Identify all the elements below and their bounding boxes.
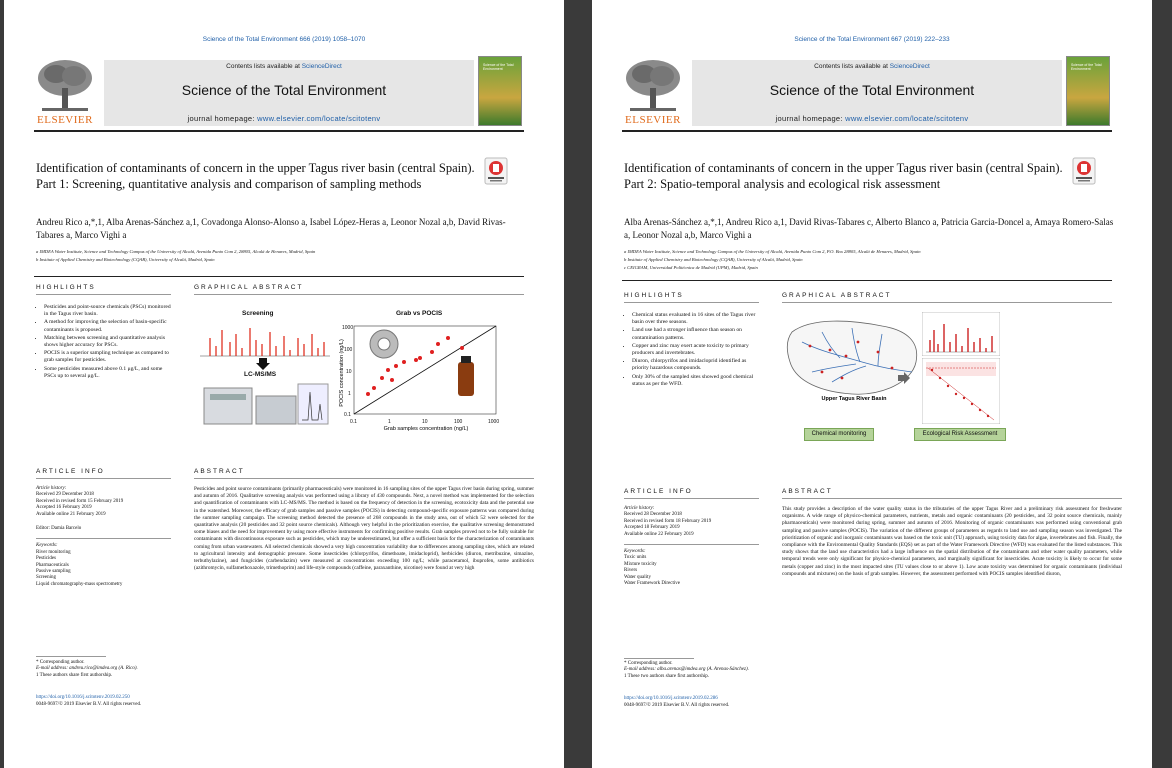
ga-y-axis-label: POCIS concentration (ng/L) — [339, 339, 345, 407]
homepage-link[interactable]: www.elsevier.com/locate/scitotenv — [845, 114, 969, 123]
footnote-shared: 1 These two authors share first authorship. — [624, 673, 710, 679]
publisher-wordmark: ELSEVIER — [625, 114, 681, 126]
affiliation-b: b Institute of Applied Chemistry and Biotechnology (CQAB), University of Alcalá, Madrid, Spain — [624, 257, 803, 262]
highlights-list — [624, 312, 759, 389]
ga-lcms-label: LC-MS/MS — [244, 371, 277, 378]
cover-title: Science of the Total Environment — [483, 63, 514, 71]
ga-xtick: 0.1 — [350, 419, 357, 425]
ga-xtick: 10 — [422, 419, 428, 425]
arrow-down-icon — [256, 358, 270, 370]
footnotes — [624, 661, 924, 709]
ga-point — [372, 386, 376, 390]
ga-point — [366, 392, 370, 396]
footnote-rule — [624, 658, 694, 659]
author-list: Andreu Rico a,*,1, Alba Arenas-Sánchez a,1, Covadonga Alonso-Alonso a, Isabel López-Heras a, Leonor Nozal a,b, David Rivas-Tabares a, Marco Vighi a — [36, 217, 506, 240]
ga-point — [402, 360, 406, 364]
keyword: Screening — [36, 575, 56, 581]
ga-xtick: 1000 — [488, 419, 500, 425]
sampling-site-marker — [857, 341, 860, 344]
ga-point — [390, 378, 394, 382]
keywords-rule — [624, 544, 759, 545]
footnote-corresponding: * Corresponding author. — [624, 661, 673, 666]
graphical-abstract-heading: GRAPHICAL ABSTRACT — [194, 284, 304, 291]
ga-screening-label: Screening — [242, 310, 274, 317]
publisher-wordmark: ELSEVIER — [37, 114, 93, 126]
abstract-body: Pesticides and point source contaminants (primarily pharmaceuticals) were monitored in 16 sampling sites of the upper Tagus river basin during spring, summer and autumn of 2016. Qualitative screening analysis was performed using a library of 430 compounds. Next, a novel method was implemented for the selection and quantification of contaminants with LC-MS/MS. The method is based on the frequency of detection in the screening, ecotoxicity data and the potential use in the watershed. Moreover, the efficacy of grab samples and passive samples (POCIS) in detecting compound-specific exposure patterns was compared during the summer sampling campaign. The screening method detected the presence of 268 compounds in the study area, out of which 52 were selected for the quantitative analysis (20 pesticides and 32 point source chemicals). Although very helpful in the prioritization exercise, the qualitative screening demonstrated some biases and the need for improvement by using more effective instruments for confirming positive results. Grab samples proved not to be fully suitable for contaminants with discontinuous exposure such as pesticides, which may be underestimated, but offer a sufficient basis for the characterization of contaminants coming from urban wastewaters. All selected chemicals showed a very high concentration variability due to differences among sampling sites, which are related to agricultural intensity and demographic pressure. Some insecticides (chlorpyrifos, dimethoate, imidacloprid), herbicides (diuron, metribuzine, simazine, terbuthylazine), and fungicides (carbendazim) were measured at concentrations exceeding 100 ng/L; while paracetamol, ibuprofen, some antibiotics (azithromycin, sulfamethoxazole, trimethoprim) and life-style compounds (caffeine, paraxanthine, nicotine) were found at very high — [194, 486, 534, 572]
ga-point — [430, 350, 434, 354]
ga-ytick: 100 — [344, 347, 353, 353]
homepage-prefix: journal homepage: — [775, 114, 843, 123]
ga-scatter-plot — [340, 322, 504, 434]
history-received: Received 29 December 2018 — [36, 492, 94, 498]
graphical-abstract-rule — [194, 294, 524, 295]
keyword: River monitoring — [36, 549, 71, 555]
risk-point — [947, 385, 949, 387]
highlight-item: • Land use had a stronger influence than season on contamination patterns. — [632, 327, 759, 341]
highlights-rule — [624, 302, 759, 303]
ga-xtick: 1 — [388, 419, 391, 425]
highlight-item: • Chemical status evaluated in 16 sites of the Tagus river basin over three seasons. — [632, 312, 759, 326]
highlight-item: • Diuron, chlorpyrifos and imidacloprid identified as priority hazardous compounds. — [632, 358, 759, 372]
contents-prefix: Contents lists available at — [226, 63, 300, 70]
sampling-site-marker — [809, 345, 812, 348]
contents-prefix: Contents lists available at — [814, 63, 888, 70]
copyright: 0048-9697/© 2019 Elsevier B.V. All rights reserved. — [624, 702, 730, 708]
ga-x-axis-label: Grab samples concentration (ng/L) — [383, 426, 469, 432]
highlight-item: • Some pesticides measured above 0.1 μg/L, and some PSCs up to several μg/L. — [44, 366, 171, 380]
keyword: Pharmaceuticals — [36, 562, 69, 568]
keywords-rule — [36, 538, 171, 539]
footnotes — [36, 660, 336, 708]
sampling-site-marker — [891, 367, 894, 370]
check-for-updates-icon[interactable] — [484, 157, 508, 185]
ga-ytick: 0.1 — [344, 412, 351, 418]
sampling-site-marker — [829, 349, 832, 352]
affiliation-a: a IMDEA Water Institute, Science and Technology Campus of the University of Alcalá, Avenida Punto Com 2, 28805, Alcalá de Henares, Madrid, Spain — [36, 249, 316, 254]
paper-page-1 — [4, 0, 564, 768]
footnote-shared: 1 These authors share first authorship. — [36, 672, 113, 678]
history-received: Received 28 December 2018 — [624, 512, 682, 518]
history-revised: Received in revised form 15 February 2019 — [36, 498, 124, 504]
lcms-instrument-image — [202, 382, 332, 428]
sampling-site-marker — [821, 371, 824, 374]
keyword: Passive sampling — [36, 569, 71, 575]
article-info — [624, 506, 759, 587]
paper-page-2 — [592, 0, 1152, 768]
keyword: Water Framework Directive — [624, 581, 680, 587]
highlights-heading: HIGHLIGHTS — [624, 292, 684, 299]
ga-map-label: Upper Tagus River Basin — [821, 396, 887, 402]
arrow-right-icon — [898, 372, 910, 384]
sciencedirect-link[interactable]: ScienceDirect — [889, 63, 930, 70]
journal-cover-thumbnail — [478, 56, 522, 126]
abstract-heading: ABSTRACT — [194, 468, 245, 475]
affiliation-c: c CEIGRAM, Universidad Politécnica de Madrid (UPM), Madrid, Spain — [624, 265, 758, 270]
ga-ytick: 10 — [346, 369, 352, 375]
history-online: Available online 22 February 2019 — [624, 531, 694, 537]
article-info-heading: ARTICLE INFO — [624, 488, 693, 495]
history-label: Article history: — [624, 506, 655, 511]
ga-grab-vs-pocis-label: Grab vs POCIS — [396, 310, 443, 317]
highlight-item: • A method for improving the selection of basin-specific contaminants is proposed. — [44, 319, 171, 333]
header-rule — [34, 130, 524, 132]
sciencedirect-link[interactable]: ScienceDirect — [301, 63, 342, 70]
risk-point — [955, 393, 957, 395]
history-online: Available online 21 February 2019 — [36, 511, 106, 517]
sampling-site-marker — [877, 351, 880, 354]
cover-title: Science of the Total Environment — [1071, 63, 1102, 71]
highlight-item: • Pesticides and point-source chemicals (PSCs) monitored in the Tagus river basin. — [44, 304, 171, 318]
editor: Editor: Damia Barcelo — [36, 526, 82, 532]
ga-point — [418, 356, 422, 360]
history-accepted: Accepted 16 February 2019 — [36, 505, 92, 511]
sampling-site-marker — [845, 355, 848, 358]
ga-point — [394, 364, 398, 368]
footnote-email[interactable]: E-mail address: andreu.rico@imdea.org (A. Rico). — [36, 666, 138, 672]
highlight-item: • Matching between screening and quantitative analysis shows higher accuracy for PSCs. — [44, 335, 171, 349]
affiliation-a: a IMDEA Water Institute, Science and Technology Campus of the University of Alcalá, Avenida Punto Com 2, P.O. Box 28805, Alcalá de Henares, Madrid, Spain — [624, 249, 921, 254]
article-info-rule — [36, 478, 171, 479]
journal-title: Science of the Total Environment — [181, 82, 387, 98]
copyright: 0048-9697/© 2019 Elsevier B.V. All rights reserved. — [36, 701, 142, 707]
ga-bar-panel — [922, 312, 1000, 356]
homepage-prefix: journal homepage: — [187, 114, 255, 123]
homepage-link[interactable]: www.elsevier.com/locate/scitotenv — [257, 114, 381, 123]
keyword: Pesticides — [36, 556, 56, 562]
footnote-email[interactable]: E-mail address: alba.arenas@imdea.org (A. Arenas-Sánchez). — [624, 667, 749, 673]
highlights-rule — [36, 294, 171, 295]
history-label: Article history: — [36, 486, 67, 491]
keyword: Liquid chromatography-mass spectrometry — [36, 581, 123, 587]
highlights-heading: HIGHLIGHTS — [36, 284, 96, 291]
ga-ytick: 1 — [348, 391, 351, 397]
ga-point — [436, 342, 440, 346]
graphical-abstract-heading: GRAPHICAL ABSTRACT — [782, 292, 892, 299]
sampling-site-marker — [841, 377, 844, 380]
journal-reference[interactable]: Science of the Total Environment 667 (2019) 222–233 — [794, 36, 950, 43]
chemical-monitoring-button[interactable]: Chemical monitoring — [804, 428, 874, 441]
affiliation-b: b Institute of Applied Chemistry and Biotechnology (CQAB), University of Alcalá, Madrid, Spain — [36, 257, 215, 262]
ga-point — [386, 368, 390, 372]
highlight-item: • POCIS is a superior sampling technique as compared to grab samples for pesticides. — [44, 350, 171, 364]
article-info-heading: ARTICLE INFO — [36, 468, 105, 475]
section-rule — [622, 280, 1112, 281]
author-list: Alba Arenas-Sánchez a,*,1, Andreu Rico a,1, David Rivas-Tabares c, Alberto Blanco a, Patricia Garcia-Doncel a, Amaya Romero-Salas a, Leonor Nozal a,b, Marco Vighi a — [624, 217, 1114, 240]
keywords-label: Keywords: — [624, 549, 646, 555]
journal-cover-thumbnail — [1066, 56, 1110, 126]
article-info — [36, 486, 171, 588]
abstract-heading: ABSTRACT — [782, 488, 833, 495]
highlight-item: • Copper and zinc may exert acute toxicity to primary producers and invertebrates. — [632, 343, 759, 357]
ga-point — [446, 336, 450, 340]
keyword: Water quality — [624, 574, 651, 580]
ga-chromatogram — [200, 322, 330, 358]
ga-point — [460, 346, 464, 350]
abstract-rule — [194, 478, 534, 479]
graphical-abstract-rule — [782, 302, 1112, 303]
ecological-risk-assessment-button[interactable]: Ecological Risk Assessment — [914, 428, 1006, 441]
article-title: Identification of contaminants of concern in the upper Tagus river basin (central Spain). Part 1: Screening, quantitative analysis and comparison of sampling methods — [36, 161, 475, 191]
ga-ytick: 1000 — [342, 325, 354, 331]
check-for-updates-icon[interactable] — [1072, 157, 1096, 185]
ga-point — [380, 376, 384, 380]
journal-title: Science of the Total Environment — [769, 82, 975, 98]
footnote-corresponding: * Corresponding author. — [36, 660, 85, 665]
history-accepted: Accepted 18 February 2019 — [624, 525, 680, 531]
journal-reference[interactable]: Science of the Total Environment 666 (2019) 1058–1070 — [202, 36, 366, 43]
highlights-list — [36, 304, 171, 381]
ga-risk-panel — [922, 358, 1000, 424]
doi-link[interactable]: https://doi.org/10.1016/j.scitotenv.2019.02.250 — [36, 695, 130, 701]
abstract-rule — [782, 498, 1122, 499]
header-rule — [622, 130, 1112, 132]
ga-basin-map — [782, 312, 922, 402]
keyword: Rivers — [624, 568, 638, 574]
article-info-rule — [624, 498, 759, 499]
abstract-body: This study provides a description of the water quality status in the tributaries of the upper Tagus River and a preliminary risk assessment for freshwater organisms. A wide range of physico-chemical parameters, nutrients, metals and organic contaminants (20 pesticides, and 32 point source chemicals, mainly pharmaceuticals) were monitored during spring, summer and autumn of 2016. Monitoring of organic contaminants was performed using conventional grab sampling and passive samples (POCIS). The variation of the different groups of parameters as regards to land use and sampling season was investigated. The prioritization of organic and inorganic contaminants was based on the toxic unit (TU) approach, using toxicity data for algae, invertebrates and fish. Finally, the compliance with the Environmental Quality Standards (EQS) set as part of the Water Framework Directive (WFD) was evaluated for the listed substances. This study shows that the land use characteristics had a large influence on the spatial distribution of the contaminants and other water quality parameters, while temporal trends were only significant for physico-chemical parameters, and marginally significant for insecticides. Acute toxicity is likely to occur for some metals (copper and zinc) in the most impacted sites (TU values close to or above 1). Low acute toxicity was determined for organic contaminants (individual compounds and mixtures) on the basis of grab samples. However, the assessment performed with POCIS samples identified diuron, — [782, 506, 1122, 577]
article-title: Identification of contaminants of concern in the upper Tagus river basin (central Spain). Part 2: Spatio-temporal analysis and ecological risk assessment — [624, 161, 1063, 191]
keyword: Toxic units — [624, 555, 647, 561]
section-rule — [34, 276, 524, 277]
keywords-label: Keywords: — [36, 543, 58, 549]
ga-point — [414, 358, 418, 362]
footnote-rule — [36, 656, 106, 657]
highlight-item: • Only 30% of the sampled sites showed good chemical status as per the WFD. — [632, 374, 759, 388]
ga-xtick: 100 — [454, 419, 463, 425]
doi-link[interactable]: https://doi.org/10.1016/j.scitotenv.2019.02.286 — [624, 696, 718, 702]
history-revised: Received in revised form 18 February 2019 — [624, 518, 712, 524]
keyword: Mixture toxicity — [624, 561, 657, 567]
